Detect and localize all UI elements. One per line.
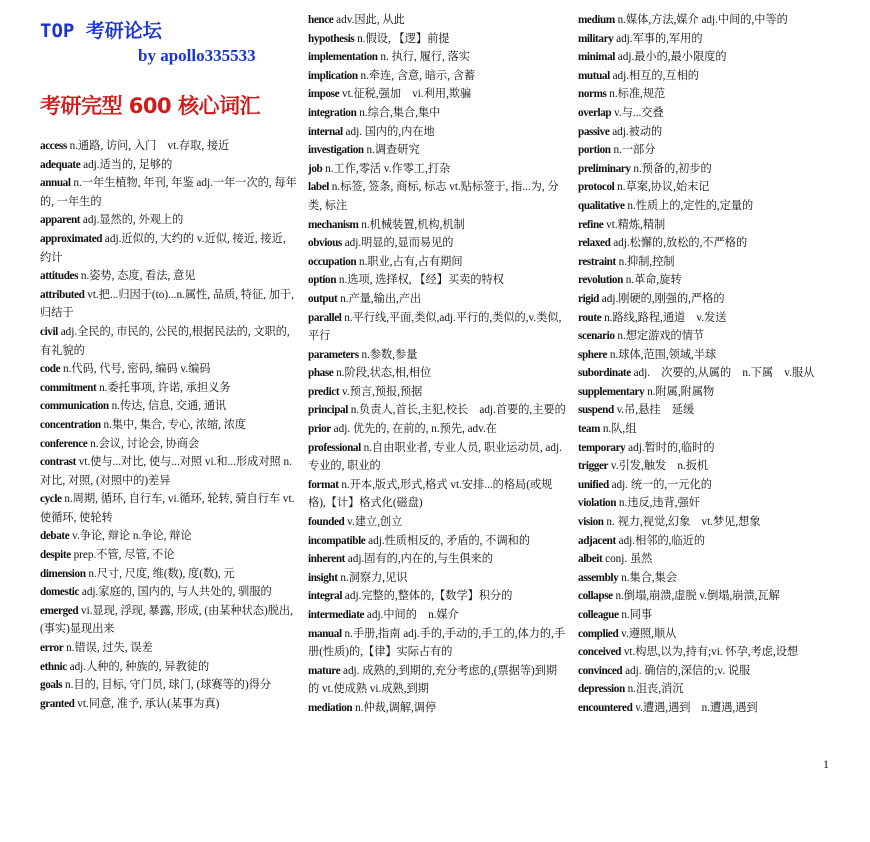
author-byline: by apollo335533 xyxy=(138,46,256,65)
vocab-definition: n.工作,零活 v.作零工,打杂 xyxy=(322,162,451,175)
vocab-definition: adj.相互的,互相的 xyxy=(609,69,699,82)
vocab-word: integration xyxy=(308,106,357,119)
vocab-entry xyxy=(40,360,298,379)
vocab-entry xyxy=(578,606,816,625)
vocab-entry xyxy=(308,476,566,513)
vocab-word: supplementary xyxy=(578,385,645,398)
vocab-definition: n.一年生植物, 年刊, 年鉴 adj.一年一次的, 每年的, 一年生的 xyxy=(40,177,297,208)
vocab-entry xyxy=(578,141,816,160)
vocab-definition: adj. 次要的,从属的 n.下属 v.服从 xyxy=(630,367,815,380)
vocab-word: route xyxy=(578,311,602,324)
vocab-entry xyxy=(308,48,566,67)
vocab-definition: vt.精炼,精制 xyxy=(603,218,666,231)
vocab-definition: v.争论, 辩论 n.争论, 辩论 xyxy=(69,530,192,543)
vocab-definition: adj.完整的,整体的,【数学】积分的 xyxy=(342,590,513,603)
vocab-definition: n.综合,集合,集中 xyxy=(356,106,441,119)
vocab-entry xyxy=(40,323,298,360)
vocab-definition: n.传达, 信息, 交通, 通讯 xyxy=(108,400,227,413)
vocab-entry xyxy=(578,346,816,365)
vocab-definition: n.草案,协议,始末记 xyxy=(614,181,710,194)
vocab-entry xyxy=(308,290,566,309)
vocab-word: qualitative xyxy=(578,199,625,212)
vocab-word: approximated xyxy=(40,232,103,245)
vocab-entry xyxy=(40,137,298,156)
vocab-entry xyxy=(308,67,566,86)
vocab-definition: n.目的, 目标, 守门员, 球门, (球赛等的)得分 xyxy=(62,679,272,692)
vocab-definition: n.参数,参量 xyxy=(358,348,418,361)
vocab-word: depression xyxy=(578,683,625,696)
vocab-definition: adj.中间的 n.媒介 xyxy=(364,609,459,621)
vocab-word: adequate xyxy=(40,158,81,171)
vocab-definition: n.产量,输出,产出 xyxy=(337,292,422,305)
vocab-definition: n.自由职业者, 专业人员, 职业运动员, adj.专业的, 职业的 xyxy=(308,441,562,473)
vocab-entry xyxy=(40,416,298,435)
vocab-word: mediation xyxy=(308,701,353,714)
vocab-word: mechanism xyxy=(308,218,359,231)
vocab-entry xyxy=(40,490,298,527)
vocab-entry xyxy=(578,420,816,439)
vocab-definition: n.通路, 访问, 入门 vt.存取, 接近 xyxy=(66,140,230,152)
vocab-entry xyxy=(578,160,816,179)
vocab-definition: vt.把...归因于(to)...n.属性, 品质, 特征, 加于, 归结于 xyxy=(40,288,294,320)
vocab-word: mutual xyxy=(578,69,610,82)
vocab-definition: n.一部分 xyxy=(610,144,656,157)
vocab-word: dimension xyxy=(40,567,86,580)
vocab-definition: n.革命,旋转 xyxy=(622,274,682,287)
vocab-entry xyxy=(308,420,566,439)
vocab-word: parameters xyxy=(308,348,359,361)
vocab-definition: n.同事 xyxy=(618,609,653,621)
vocab-definition: v.与...交叠 xyxy=(611,106,664,119)
vocab-word: albeit xyxy=(578,553,603,566)
vocab-word: annual xyxy=(40,177,71,190)
vocab-entry xyxy=(308,30,566,49)
vocab-entry xyxy=(578,587,816,606)
vocab-definition: n.媒体,方法,媒介 adj.中间的,中等的 xyxy=(614,14,788,26)
vocab-entry xyxy=(40,639,298,658)
vocab-column-1 xyxy=(40,137,298,713)
vocab-word: label xyxy=(308,181,329,194)
vocab-word: internal xyxy=(308,125,343,138)
vocab-word: civil xyxy=(40,325,58,338)
vocab-entry xyxy=(308,662,566,699)
vocab-entry xyxy=(40,676,298,695)
vocab-definition: v.预言,预报,预据 xyxy=(339,385,423,398)
vocab-definition: n.洞察力,见识 xyxy=(337,571,408,584)
vocab-definition: adj.显然的, 外观上的 xyxy=(80,214,184,227)
vocab-definition: vt.征税,强加 vi.利用,欺骗 xyxy=(339,88,472,101)
vocab-definition: n.球体,范围,领域,半球 xyxy=(607,348,717,361)
vocab-definition: adj.刚硬的,刚强的,严格的 xyxy=(599,292,725,305)
vocab-definition: adj.适当的, 足够的 xyxy=(80,158,173,171)
vocab-word: colleague xyxy=(578,609,619,621)
vocab-word: collapse xyxy=(578,590,613,603)
vocab-entry xyxy=(40,453,298,490)
vocab-definition: n.附属,附属物 xyxy=(644,385,715,398)
vocab-definition: n.开本,版式,形式,格式 vt.安排...的格局(或规格),【计】格式化(磁盘) xyxy=(308,478,553,510)
vocab-definition: n.想定游戏的情节 xyxy=(614,330,705,343)
vocab-word: debate xyxy=(40,530,70,543)
vocab-word: team xyxy=(578,423,601,436)
vocab-entry xyxy=(578,85,816,104)
vocab-definition: n.平行线,平面,类似,adj.平行的,类似的,v.类似,平行 xyxy=(308,311,562,343)
vocab-word: implication xyxy=(308,69,358,82)
vocab-word: apparent xyxy=(40,214,81,227)
vocab-word: overlap xyxy=(578,106,612,119)
vocab-definition: adj.最小的,最小限度的 xyxy=(614,51,727,64)
vocab-word: scenario xyxy=(578,330,615,343)
vocab-word: unified xyxy=(578,478,609,491)
vocab-entry xyxy=(308,625,566,662)
vocab-entry xyxy=(578,234,816,253)
vocab-definition: conj. 虽然 xyxy=(602,553,653,566)
vocab-word: military xyxy=(578,32,614,45)
vocab-entry xyxy=(578,494,816,513)
vocab-word: violation xyxy=(578,497,617,510)
vocab-entry xyxy=(578,401,816,420)
vocab-entry xyxy=(578,532,816,551)
vocab-word: preliminary xyxy=(578,162,631,175)
vocab-word: adjacent xyxy=(578,534,616,547)
vocab-entry xyxy=(578,123,816,142)
vocab-definition: n. 视力,视觉,幻象 vt.梦见,想象 xyxy=(603,516,761,529)
vocab-word: restraint xyxy=(578,255,616,268)
vocab-entry xyxy=(578,457,816,476)
vocab-entry xyxy=(578,327,816,346)
vocab-word: inherent xyxy=(308,553,345,566)
site-title: TOP 考研论坛 xyxy=(40,20,162,42)
vocab-word: portion xyxy=(578,144,611,157)
vocab-entry xyxy=(578,476,816,495)
vocab-definition: adj.松懈的,放松的,不严格的 xyxy=(610,237,748,250)
vocab-entry xyxy=(308,234,566,253)
vocab-definition: n.标准,规范 xyxy=(606,88,666,101)
vocab-entry xyxy=(578,439,816,458)
vocab-definition: n.路线,路程,通道 v.发送 xyxy=(601,311,727,324)
vocab-entry xyxy=(40,435,298,454)
vocab-word: communication xyxy=(40,400,109,413)
vocab-definition: n.沮丧,消沉 xyxy=(624,683,684,696)
vocab-definition: n.倒塌,崩溃,虚脱 v.倒塌,崩溃,瓦解 xyxy=(612,590,780,603)
vocab-word: contrast xyxy=(40,456,76,469)
vocab-definition: adj.军事的,军用的 xyxy=(613,32,703,45)
vocab-entry xyxy=(578,550,816,569)
vocab-word: passive xyxy=(578,125,610,138)
vocab-word: temporary xyxy=(578,441,626,454)
vocab-definition: vt.同意, 准予, 承认(某事为真) xyxy=(74,697,220,710)
vocab-definition: n.集中, 集合, 专心, 浓缩, 浓度 xyxy=(100,418,247,431)
vocab-word: norms xyxy=(578,88,607,101)
vocab-definition: n.选项, 选择权, 【经】买卖的特权 xyxy=(336,274,504,287)
vocab-word: encountered xyxy=(578,701,633,714)
vocab-definition: n.集合,集会 xyxy=(618,571,678,584)
vocab-definition: n.预备的,初步的 xyxy=(630,162,712,175)
vocab-definition: prep.不管, 尽管, 不论 xyxy=(70,549,175,562)
vocab-definition: n.负责人,首长,主犯,校长 adj.首要的,主要的 xyxy=(347,404,566,417)
vocab-entry xyxy=(308,606,566,625)
vocab-word: attitudes xyxy=(40,270,79,283)
vocab-word: error xyxy=(40,642,64,655)
vocab-word: suspend xyxy=(578,404,614,417)
vocab-definition: n.违反,违背,强奸 xyxy=(616,497,700,510)
vocab-definition: adj.固有的,内在的,与生俱来的 xyxy=(345,553,493,566)
vocab-word: phase xyxy=(308,367,334,380)
vocab-entry xyxy=(308,104,566,123)
vocab-definition: n.委托事项, 许诺, 承担义务 xyxy=(96,381,231,394)
vocab-definition: n.牵连, 含意, 暗示, 含蓄 xyxy=(357,69,476,82)
vocab-entry xyxy=(308,11,566,30)
vocab-word: implementation xyxy=(308,51,378,64)
vocab-word: attributed xyxy=(40,288,85,301)
vocab-definition: v.遭遇,遇到 n.遭遇,遇到 xyxy=(632,701,758,714)
vocab-word: conference xyxy=(40,437,88,450)
vocab-definition: adj. 统一的,一元化的 xyxy=(608,478,712,491)
vocab-definition: n.尺寸, 尺度, 维(数), 度(数), 元 xyxy=(85,567,235,580)
vocab-definition: adj.近似的, 大约的 v.近似, 接近, 接近, 约计 xyxy=(40,232,286,264)
vocab-entry xyxy=(578,364,816,383)
vocab-entry xyxy=(308,587,566,606)
vocab-entry xyxy=(40,174,298,211)
vocab-word: output xyxy=(308,292,338,305)
vocab-definition: v.吊,悬挂 延缓 xyxy=(613,404,695,417)
vocab-entry xyxy=(308,178,566,215)
vocab-definition: adj. 国内的,内在地 xyxy=(342,125,435,138)
vocab-entry xyxy=(578,11,816,30)
vocab-word: principal xyxy=(308,404,348,417)
vocab-entry xyxy=(578,48,816,67)
page-number: 1 xyxy=(823,757,829,771)
vocab-entry xyxy=(40,658,298,677)
vocab-word: integral xyxy=(308,590,343,603)
vocab-entry xyxy=(578,67,816,86)
vocab-word: founded xyxy=(308,516,345,529)
vocab-word: access xyxy=(40,140,67,152)
vocab-word: hypothesis xyxy=(308,32,355,45)
vocab-definition: adj. 成熟的,到期的,充分考虑的,(票据等)到期的 vt.使成熟 vi.成熟,到期 xyxy=(308,664,558,696)
vocab-definition: adj.人种的, 种族的, 异教徒的 xyxy=(66,660,210,673)
vocab-entry xyxy=(578,178,816,197)
vocab-entry xyxy=(40,565,298,584)
vocab-word: minimal xyxy=(578,51,615,64)
vocab-definition: n.队,组 xyxy=(600,423,637,436)
vocab-entry xyxy=(308,364,566,383)
vocab-word: option xyxy=(308,274,337,287)
vocab-word: granted xyxy=(40,697,75,710)
vocab-definition: adj.性质相反的, 矛盾的, 不调和的 xyxy=(365,534,531,547)
vocab-entry xyxy=(308,699,566,718)
vocab-entry xyxy=(308,439,566,476)
vocab-definition: adj. 确信的,深信的;v. 说服 xyxy=(622,664,751,677)
vocab-word: insight xyxy=(308,571,338,584)
vocab-entry xyxy=(40,211,298,230)
vocab-word: hence xyxy=(308,14,334,26)
vocab-entry xyxy=(40,583,298,602)
vocab-entry xyxy=(40,379,298,398)
vocab-definition: n.调查研究 xyxy=(363,144,420,157)
vocab-word: commitment xyxy=(40,381,97,394)
document-heading: 考研完型 600 核心词汇 xyxy=(40,94,260,118)
vocab-entry xyxy=(40,397,298,416)
vocab-definition: adj.明显的,显而易见的 xyxy=(341,237,454,250)
vocab-entry xyxy=(578,383,816,402)
vocab-word: domestic xyxy=(40,586,80,599)
vocab-definition: v.建立,创立 xyxy=(344,516,403,529)
vocab-word: refine xyxy=(578,218,604,231)
vocab-definition: vi.显现, 浮现, 暴露, 形成, (由某种状态)脱出, (事实)显现出来 xyxy=(40,604,293,636)
vocab-entry xyxy=(308,532,566,551)
vocab-entry xyxy=(40,230,298,267)
vocab-entry xyxy=(308,216,566,235)
vocab-definition: adj.全民的, 市民的, 公民的,根据民法的, 文职的, 有礼貌的 xyxy=(40,325,290,357)
vocab-entry xyxy=(40,286,298,323)
vocab-entry xyxy=(308,401,566,420)
vocab-entry xyxy=(308,85,566,104)
vocab-definition: n. 执行, 履行, 落实 xyxy=(377,51,470,64)
vocab-entry xyxy=(578,197,816,216)
vocab-entry xyxy=(40,695,298,714)
vocab-definition: adj. 优先的, 在前的, n.预先, adv.在 xyxy=(330,423,498,436)
vocab-definition: n.性质上的,定性的,定量的 xyxy=(624,199,754,212)
vocab-word: prior xyxy=(308,423,331,436)
vocab-word: concentration xyxy=(40,418,101,431)
vocab-entry xyxy=(578,309,816,328)
vocab-definition: adv.因此, 从此 xyxy=(333,14,405,26)
vocab-entry xyxy=(308,513,566,532)
vocab-entry xyxy=(308,550,566,569)
vocab-definition: vt.构思,以为,持有;vi. 怀孕,考虑,设想 xyxy=(621,646,799,659)
vocab-entry xyxy=(308,383,566,402)
vocab-entry xyxy=(578,699,816,718)
vocab-word: parallel xyxy=(308,311,342,324)
vocab-entry xyxy=(578,662,816,681)
vocab-word: protocol xyxy=(578,181,615,194)
vocab-definition: n.仲裁,调解,调停 xyxy=(352,701,437,714)
vocab-entry xyxy=(308,346,566,365)
vocab-definition: adj.相邻的,临近的 xyxy=(615,534,706,547)
vocab-entry xyxy=(578,680,816,699)
vocab-word: goals xyxy=(40,679,63,692)
vocab-entry xyxy=(578,104,816,123)
vocab-word: conceived xyxy=(578,646,622,659)
vocab-entry xyxy=(578,253,816,272)
vocab-word: trigger xyxy=(578,460,609,473)
vocab-word: complied xyxy=(578,627,619,640)
vocab-entry xyxy=(578,290,816,309)
vocab-definition: n.姿势, 态度, 看法, 意见 xyxy=(78,270,196,283)
vocab-word: cycle xyxy=(40,493,62,506)
vocab-word: relaxed xyxy=(578,237,611,250)
vocab-word: incompatible xyxy=(308,534,366,547)
vocab-definition: n.阶段,状态,相,相位 xyxy=(333,367,432,380)
vocab-word: rigid xyxy=(578,292,599,305)
vocab-definition: n.周期, 循环, 自行车, vi.循环, 轮转, 骑自行车 vt.使循环, 使轮转 xyxy=(40,493,295,524)
vocab-word: convinced xyxy=(578,664,623,677)
vocab-entry xyxy=(40,156,298,175)
vocab-word: mature xyxy=(308,664,341,677)
vocab-entry xyxy=(578,625,816,644)
vocab-definition: n.手册,指南 adj.手的,手动的,手工的,体力的,手册(性质)的,【律】实际占有的 xyxy=(308,627,566,659)
vocab-entry xyxy=(308,141,566,160)
vocab-entry xyxy=(308,569,566,588)
vocab-word: obvious xyxy=(308,237,342,250)
vocab-word: vision xyxy=(578,516,604,529)
vocab-word: investigation xyxy=(308,144,364,157)
vocab-definition: n.标签, 签条, 商标, 标志 vt.贴标签于, 指...为, 分类, 标注 xyxy=(308,181,559,212)
vocab-word: medium xyxy=(578,14,615,26)
vocab-word: job xyxy=(308,162,323,175)
vocab-entry xyxy=(578,569,816,588)
vocab-definition: vt.使与...对比, 使与...对照 vi.和...形成对照 n.对比, 对照, (对照中的)差异 xyxy=(40,456,292,487)
vocab-entry xyxy=(578,30,816,49)
vocab-column-3 xyxy=(578,11,816,718)
vocab-definition: n.代码, 代号, 密码, 编码 v.编码 xyxy=(60,363,211,376)
vocab-entry xyxy=(308,253,566,272)
vocab-word: assembly xyxy=(578,571,619,584)
vocab-definition: n.机械装置,机构,机制 xyxy=(358,218,465,231)
vocab-definition: n.抑制,控制 xyxy=(615,255,675,268)
vocab-definition: v.引发,触发 n.扳机 xyxy=(608,460,709,473)
vocab-definition: adj.暂时的,临时的 xyxy=(625,441,715,454)
vocab-word: sphere xyxy=(578,348,608,361)
vocab-word: despite xyxy=(40,549,71,562)
vocab-word: impose xyxy=(308,88,340,101)
vocab-definition: n.假设, 【逻】前提 xyxy=(354,32,450,45)
vocab-entry xyxy=(40,267,298,286)
vocab-entry xyxy=(308,271,566,290)
vocab-word: code xyxy=(40,363,61,376)
vocab-entry xyxy=(578,271,816,290)
vocab-definition: v.遵照,顺从 xyxy=(618,627,677,640)
vocab-entry xyxy=(578,216,816,235)
vocab-word: revolution xyxy=(578,274,623,287)
vocab-definition: adj.被动的 xyxy=(609,125,663,138)
vocab-entry xyxy=(578,513,816,532)
vocab-definition: n.会议, 讨论会, 协商会 xyxy=(87,437,200,450)
vocab-definition: adj.家庭的, 国内的, 与人共处的, 驯服的 xyxy=(79,586,272,599)
vocab-word: predict xyxy=(308,385,340,398)
vocab-column-2 xyxy=(308,11,566,718)
vocab-entry xyxy=(40,602,298,639)
vocab-word: ethnic xyxy=(40,660,67,673)
vocab-entry xyxy=(40,527,298,546)
vocab-word: subordinate xyxy=(578,367,631,380)
vocab-word: occupation xyxy=(308,255,357,268)
vocab-word: emerged xyxy=(40,604,79,617)
vocab-entry xyxy=(308,123,566,142)
vocab-word: professional xyxy=(308,441,361,454)
vocab-entry xyxy=(308,309,566,346)
vocab-definition: n.职业,占有,占有期间 xyxy=(356,255,463,268)
vocab-entry xyxy=(578,643,816,662)
vocab-word: format xyxy=(308,478,339,491)
vocab-entry xyxy=(308,160,566,179)
vocab-definition: n.错误, 过失, 误差 xyxy=(63,642,153,655)
vocab-word: intermediate xyxy=(308,609,365,621)
vocab-word: manual xyxy=(308,627,342,640)
vocab-entry xyxy=(40,546,298,565)
